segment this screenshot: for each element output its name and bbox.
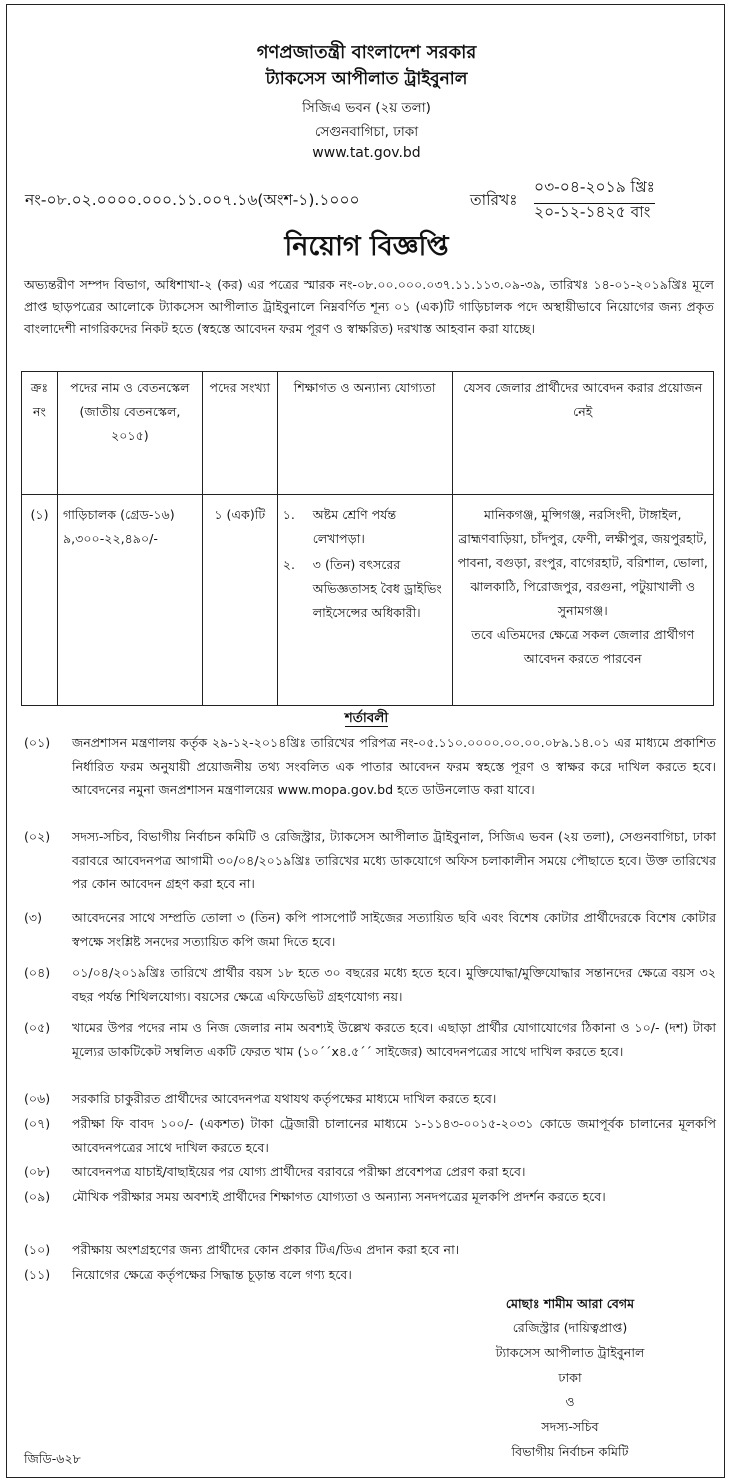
term-item	[24, 825, 716, 896]
address-line-2: সেগুনবাগিচা, ঢাকা	[314, 124, 419, 140]
signatory-office: ট্যাকসেস আপীলাত ট্রাইবুনাল	[495, 1345, 645, 1360]
term-text: পরীক্ষায় অংশগ্রহণের জন্য প্রার্থীদের কোন প্রকার টিএ/ডিএ প্রদান করা হবে না।	[72, 1242, 460, 1257]
signatory-committee: বিভাগীয় নির্বাচন কমিটি	[511, 1444, 629, 1459]
term-item	[24, 1263, 716, 1287]
term-number: (০২)	[24, 829, 51, 844]
header-qualification: শিক্ষাগত ও অন্যান্য যোগ্যতা	[277, 372, 452, 495]
address-line-1: সিজিএ ভবন (২য় তলা)	[302, 100, 431, 116]
website-link[interactable]: www.tat.gov.bd	[312, 145, 421, 161]
qualification-text: অষ্টম শ্রেণি পর্যন্ত লেখাপড়া।	[312, 507, 397, 546]
orphan-note: তবে এতিমদের ক্ষেত্রে সকল জেলার প্রার্থীগণ আবেদন করতে পারবেন	[471, 627, 695, 666]
cell-post: গাড়িচালক (গ্রেড-১৬) ৯,৩০০-২২,৪৯০/-	[57, 495, 202, 706]
term-number: (০৯)	[24, 1189, 51, 1204]
table-header-row	[22, 372, 714, 495]
memo-number: নং-০৮.০২.০০০০.০০০.১১.০০৭.১৬(অংশ-১).১০০০	[25, 191, 360, 209]
term-number: (০৭)	[24, 1116, 51, 1131]
term-item	[24, 1238, 716, 1262]
header-post: পদের নাম ও বেতনস্কেল (জাতীয় বেতনস্কেল, ২০১৫)	[57, 372, 202, 495]
date-bengali: ২০-১২-১৪২৫ বাং	[534, 203, 651, 221]
term-item	[24, 1160, 716, 1184]
term-item	[24, 731, 716, 802]
term-item	[24, 906, 716, 953]
term-text: ০১/০৪/২০১৯খ্রিঃ তারিখে প্রার্থীর বয়স ১৮ হতে ৩০ বছরের মধ্যে হতে হবে। মুক্তিযোদ্ধা/মুক্তিযোদ্ধার সন্তানদের ক্ষেত্রে বয়স ৩২ বছর পর্যন্ত শিথিলযোগ্য। বয়সের ক্ষেত্রে এফিডেভিট গ্রহণযোগ্য নয়।	[72, 965, 716, 1004]
signatory-city: ঢাকা	[558, 1370, 582, 1385]
intro-paragraph: অভ্যন্তরীণ সম্পদ বিভাগ, অধিশাখা-২ (কর) এর পত্রের স্মারক নং-০৮.০০.০০০.০৩৭.১১.১১৩.০৯-৩৯, তারিখঃ ১৪-০১-২০১৯খ্রিঃ মূলে প্রাপ্ত ছাড়পত্রের আলোকে ট্যাকসেস আপীলাত ট্রাইবুনালে নিম্নবর্ণিত শূন্য ০১ (এক)টি গাড়িচালক পদে অস্থায়ীভাবে নিয়োগের জন্য প্রকৃত বাংলাদেশী নাগরিকদের নিকট হতে (স্বহস্তে আবেদন ফরম পূরণ ও স্বাক্ষরিত) দরখাস্ত আহবান করা যাচ্ছে।	[24, 277, 714, 336]
qualification-text: ৩ (তিন) বৎসরের অভিজ্ঞতাসহ বৈধ ড্রাইভিং লাইসেন্সের অধিকারী।	[312, 557, 442, 620]
term-text: আবেদনের সাথে সম্প্রতি তোলা ৩ (তিন) কপি পাসপোর্ট সাইজের সত্যায়িত ছবি এবং বিশেষ কোটার প্রার্থীদেরকে বিশেষ কোটার স্বপক্ষে সংশ্লিষ্ট সনদের সত্যায়িত কপি জমা দিতে হবে।	[72, 910, 716, 949]
term-text: খামের উপর পদের নাম ও নিজ জেলার নাম অবশ্যই উল্লেখ করতে হবে। এছাড়া প্রার্থীর যোগাযোগের ঠিকানা ও ১০/- (দশ) টাকা মূল্যের ডাকটিকেট সম্বলিত একটি ফেরত খাম (১০´´x৪.৫´´ সাইজের) আবেদনপত্রের সাথে দাখিল করতে হবে।	[72, 1020, 716, 1059]
cell-serial: (১)	[22, 495, 58, 706]
term-text: জনপ্রশাসন মন্ত্রণালয় কর্তৃক ২৯-১২-২০১৪খ্রিঃ তারিখের পরিপত্র নং-০৫.১১০.০০০০.০০.০০.০৮৯.১৪.০১ এর মাধ্যমে প্রকাশিত নির্ধারিত ফরম অনুযায়ী প্রয়োজনীয় তথ্য সংবলিত এক পাতার আবেদন ফরম স্বহস্তে পূরণ ও স্বাক্ষর করে দাখিল করতে হবে। আবেদনের নমুনা জনপ্রশাসন মন্ত্রণালয়ের www.mopa.gov.bd হতে ডাউনলোড করা যাবে।	[72, 735, 716, 797]
qualification-number: ২.	[282, 557, 295, 572]
term-number: (০৮)	[24, 1164, 51, 1179]
term-item	[24, 1185, 716, 1209]
term-number: (১১)	[24, 1267, 51, 1282]
term-text: নিয়োগের ক্ষেত্রে কর্তৃপক্ষের সিদ্ধান্ত চূড়ান্ত বলে গণ্য হবে।	[72, 1267, 352, 1282]
term-number: (০১)	[24, 735, 51, 750]
term-text: পরীক্ষা ফি বাবদ ১০০/- (একশত) টাকা ট্রেজারী চালানের মাধ্যমে ১-১১৪৩-০০১৫-২০৩১ কোডে জমাপূর্বক চালানের মূলকপি আবেদনপত্রের সাথে দাখিল করতে হবে।	[72, 1116, 716, 1155]
term-number: (৩)	[24, 910, 43, 925]
cell-excluded-districts	[452, 495, 713, 706]
term-number: (০৬)	[24, 1091, 51, 1106]
signatory-and: ও	[565, 1394, 575, 1409]
cell-count: ১ (এক)টি	[202, 495, 277, 706]
notice-title: নিয়োগ বিজ্ঞপ্তি	[284, 231, 449, 262]
terms-heading	[0, 707, 733, 730]
term-number: (০৫)	[24, 1020, 51, 1035]
term-item	[24, 1016, 716, 1063]
term-text: মৌখিক পরীক্ষার সময় অবশ্যই প্রার্থীদের শিক্ষাগত যোগ্যতা ও অন্যান্য সনদপত্রের মূলকপি প্রদর্শন করতে হবে।	[72, 1189, 606, 1204]
term-text: আবেদনপত্র যাচাই/বাছাইয়ের পর যোগ্য প্রার্থীদের বরাবরে পরীক্ষা প্রবেশপত্র প্রেরণ করা হবে।	[72, 1164, 526, 1179]
qualification-number: ১.	[282, 507, 295, 522]
terms-heading-text: শর্তাবলী	[344, 710, 389, 726]
excluded-districts-list: মানিকগঞ্জ, মুন্সিগঞ্জ, নরসিংদী, টাঙ্গাইল, ব্রাহ্মণবাড়িয়া, চাঁদপুর, ফেণী, লক্ষীপুর, জয়পুরহাট, পাবনা, বগুড়া, রংপুর, বাগেরহাট, বরিশাল, ভোলা, ঝালকাঠি, পিরোজপুর, বরগুনা, পটুয়াখালী ও সুনামগঞ্জ।	[457, 507, 708, 618]
signatory-role: সদস্য-সচিব	[541, 1419, 599, 1434]
term-text: সদস্য-সচিব, বিভাগীয় নির্বাচন কমিটি ও রেজিস্ট্রার, ট্যাকসেস আপীলাত ট্রাইবুনাল, সিজিএ ভবন (২য় তলা), সেগুনবাগিচা, ঢাকা বরাবরে আবেদনপত্র আগামী ৩০/০৪/২০১৯খ্রিঃ তারিখের মধ্যে ডাকযোগে অফিস চলাকালীন সময়ে পৌছাতে হবে। উক্ত তারিখের পর কোন আবেদন গ্রহণ করা হবে না।	[72, 829, 716, 891]
term-item	[24, 1087, 716, 1111]
vacancy-table	[21, 371, 714, 706]
term-number: (০৪)	[24, 965, 51, 980]
term-text: সরকারি চাকুরীরত প্রার্থীদের আবেদনপত্র যথাযথ কর্তৃপক্ষের মাধ্যমে দাখিল করতে হবে।	[72, 1091, 497, 1106]
reference-code: জিডি-৬২৮	[24, 1451, 81, 1466]
tribunal-name: ট্যাকসেস আপীলাত ট্রাইবুনাল	[265, 69, 468, 89]
qualification-item	[283, 503, 447, 551]
header-excluded-districts: যেসব জেলার প্রার্থীদের আবেদন করার প্রয়োজন নেই	[452, 372, 713, 495]
signatory-name: মোছাঃ শামীম আরা বেগম	[505, 1296, 635, 1311]
term-item	[24, 1112, 716, 1159]
signatory-designation: রেজিস্ট্রার (দায়িত্বপ্রাপ্ত)	[512, 1320, 628, 1335]
date-gregorian: ০৩-০৪-২০১৯ খ্রিঃ	[534, 175, 655, 204]
term-number: (১০)	[24, 1242, 51, 1257]
header-serial: ক্রঃ নং	[22, 372, 58, 495]
government-heading: গণপ্রজাতন্ত্রী বাংলাদেশ সরকার	[256, 42, 477, 63]
qualification-item	[283, 553, 447, 625]
table-row	[22, 495, 714, 706]
date-label: তারিখঃ	[470, 191, 518, 209]
term-item	[24, 961, 716, 1008]
cell-qualification	[277, 495, 452, 706]
header-count: পদের সংখ্যা	[202, 372, 277, 495]
